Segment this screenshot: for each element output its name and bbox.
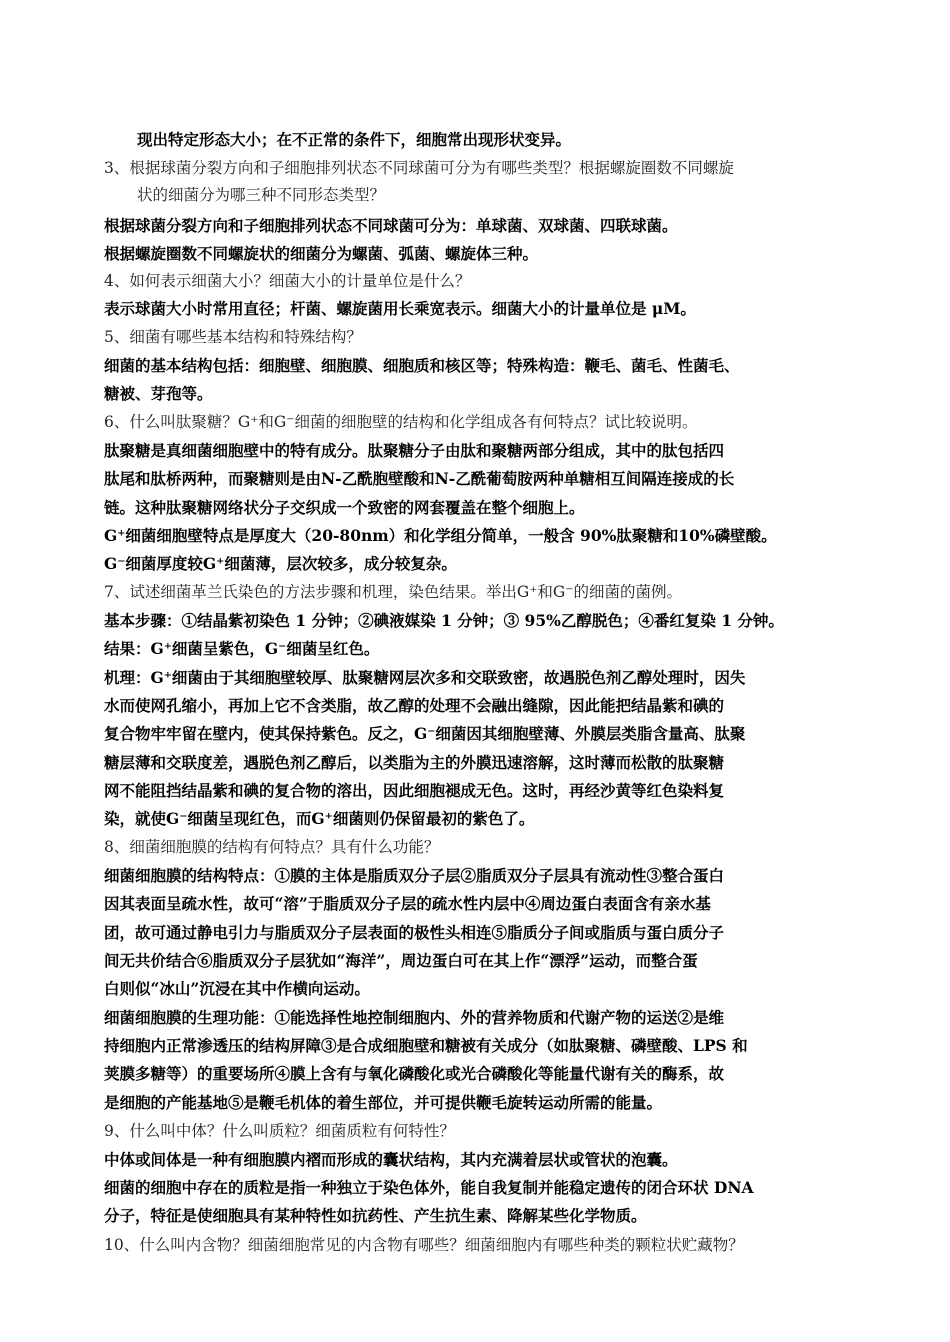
question-3-line: 状的细菌分为哪三种不同形态类型？ bbox=[137, 186, 386, 204]
answer-line: G⁺细菌细胞壁特点是厚度大（20-80nm）和化学组分简单，一般含 90%肽聚糖和10%磷壁酸。 bbox=[104, 526, 777, 545]
answer-line: 分子，特征是使细胞具有某种特性如抗药性、产生抗生素、降解某些化学物质。 bbox=[104, 1206, 647, 1225]
question-3-line: 3、根据球菌分裂方向和子细胞排列状态不同球菌可分为有哪些类型？根据螺旋圈数不同螺旋 bbox=[104, 159, 734, 177]
answer-line: 链。这种肽聚糖网络状分子交织成一个致密的网套覆盖在整个细胞上。 bbox=[104, 498, 585, 517]
answer-line: 结果：G⁺细菌呈紫色，G⁻细菌呈红色。 bbox=[104, 639, 380, 658]
answer-line: 肽尾和肽桥两种，而聚糖则是由N-乙酰胞壁酸和N-乙酰葡萄胺两种单糖相互间隔连接成的长 bbox=[104, 469, 735, 488]
answer-line: 细菌细胞膜的结构特点：①膜的主体是脂质双分子层②脂质双分子层具有流动性③整合蛋白 bbox=[104, 866, 725, 885]
answer-line: 细菌细胞膜的生理功能：①能选择性地控制细胞内、外的营养物质和代谢产物的运送②是维 bbox=[104, 1008, 725, 1027]
answer-line: G⁻细菌厚度较G⁺细菌薄，层次较多，成分较复杂。 bbox=[104, 554, 457, 573]
answer-line: 中体或间体是一种有细胞膜内褶而形成的囊状结构，其内充满着层状或管状的泡囊。 bbox=[104, 1150, 678, 1169]
answer-line: 糖层薄和交联度差，遇脱色剂乙醇后，以类脂为主的外膜迅速溶解，这时薄而松散的肽聚糖 bbox=[104, 753, 725, 772]
question-7-line: 7、试述细菌革兰氏染色的方法步骤和机理，染色结果。举出G⁺和G⁻的细菌的菌例。 bbox=[104, 583, 682, 601]
answer-line: 根据螺旋圈数不同螺旋状的细菌分为螺菌、弧菌、螺旋体三种。 bbox=[104, 244, 539, 263]
answer-line: 水而使网孔缩小，再加上它不含类脂，故乙醇的处理不会融出缝隙，因此能把结晶紫和碘的 bbox=[104, 696, 725, 715]
question-5-line: 5、细菌有哪些基本结构和特殊结构？ bbox=[104, 328, 362, 346]
answer-line: 基本步骤：①结晶紫初染色 1 分钟；②碘液媒染 1 分钟；③ 95%乙醇脱色；④番红复染 1 分钟。 bbox=[104, 611, 784, 630]
answer-line: 是细胞的产能基地⑤是鞭毛机体的着生部位，并可提供鞭毛旋转运动所需的能量。 bbox=[104, 1093, 663, 1112]
answer-line: 细菌的细胞中存在的质粒是指一种独立于染色体外，能自我复制并能稳定遗传的闭合环状 DNA bbox=[104, 1178, 754, 1197]
question-4-line: 4、如何表示细菌大小？细菌大小的计量单位是什么？ bbox=[104, 272, 471, 290]
answer-line: 因其表面呈疏水性，故可“溶”于脂质双分子层的疏水性内层中④周边蛋白表面含有亲水基 bbox=[104, 894, 711, 913]
question-6-line: 6、什么叫肽聚糖？G⁺和G⁻细菌的细胞壁的结构和化学组成各有何特点？试比较说明。 bbox=[104, 413, 698, 431]
answer-line: 表示球菌大小时常用直径；杆菌、螺旋菌用长乘宽表示。细菌大小的计量单位是 μM。 bbox=[104, 299, 696, 318]
question-9-line: 9、什么叫中体？什么叫质粒？细菌质粒有何特性？ bbox=[104, 1122, 455, 1140]
answer-line: 复合物牢牢留在壁内，使其保持紫色。反之，G⁻细菌因其细胞壁薄、外膜层类脂含量高、肽聚 bbox=[104, 724, 746, 743]
answer-line: 网不能阻挡结晶紫和碘的复合物的溶出，因此细胞褪成无色。这时，再经沙黄等红色染料复 bbox=[104, 781, 725, 800]
answer-line: 根据球菌分裂方向和子细胞排列状态不同球菌可分为：单球菌、双球菌、四联球菌。 bbox=[104, 216, 678, 235]
answer-line: 间无共价结合⑥脂质双分子层犹如“海洋”，周边蛋白可在其上作“漂浮”运动，而整合蛋 bbox=[104, 951, 698, 970]
answer-line: 持细胞内正常渗透压的结构屏障③是合成细胞壁和糖被有关成分（如肽聚糖、磷壁酸、LPS 和 bbox=[104, 1036, 748, 1055]
question-8-line: 8、细菌细胞膜的结构有何特点？具有什么功能？ bbox=[104, 838, 440, 856]
answer-line: 白则似“冰山”沉浸在其中作横向运动。 bbox=[104, 979, 370, 998]
answer-line: 荚膜多糖等）的重要场所④膜上含有与氧化磷酸化或光合磷酸化等能量代谢有关的酶系，故 bbox=[104, 1064, 725, 1083]
answer-line: 糖被、芽孢等。 bbox=[104, 384, 213, 403]
answer-line: 现出特定形态大小；在不正常的条件下，细胞常出现形状变异。 bbox=[137, 130, 572, 149]
answer-line: 机理：G⁺细菌由于其细胞壁较厚、肽聚糖网层次多和交联致密，故遇脱色剂乙醇处理时，因失 bbox=[104, 668, 746, 687]
answer-line: 染，就使G⁻细菌呈现红色，而G⁺细菌则仍保留最初的紫色了。 bbox=[104, 809, 535, 828]
answer-line: 肽聚糖是真细菌细胞壁中的特有成分。肽聚糖分子由肽和聚糖两部分组成，其中的肽包括四 bbox=[104, 441, 725, 460]
answer-line: 细菌的基本结构包括：细胞壁、细胞膜、细胞质和核区等；特殊构造：鞭毛、菌毛、性菌毛、 bbox=[104, 356, 740, 375]
answer-line: 团，故可通过静电引力与脂质双分子层表面的极性头相连⑤脂质分子间或脂质与蛋白质分子 bbox=[104, 923, 725, 942]
question-10-line: 10、什么叫内含物？细菌细胞常见的内含物有哪些？细菌细胞内有哪些种类的颗粒状贮藏物？ bbox=[104, 1236, 744, 1254]
